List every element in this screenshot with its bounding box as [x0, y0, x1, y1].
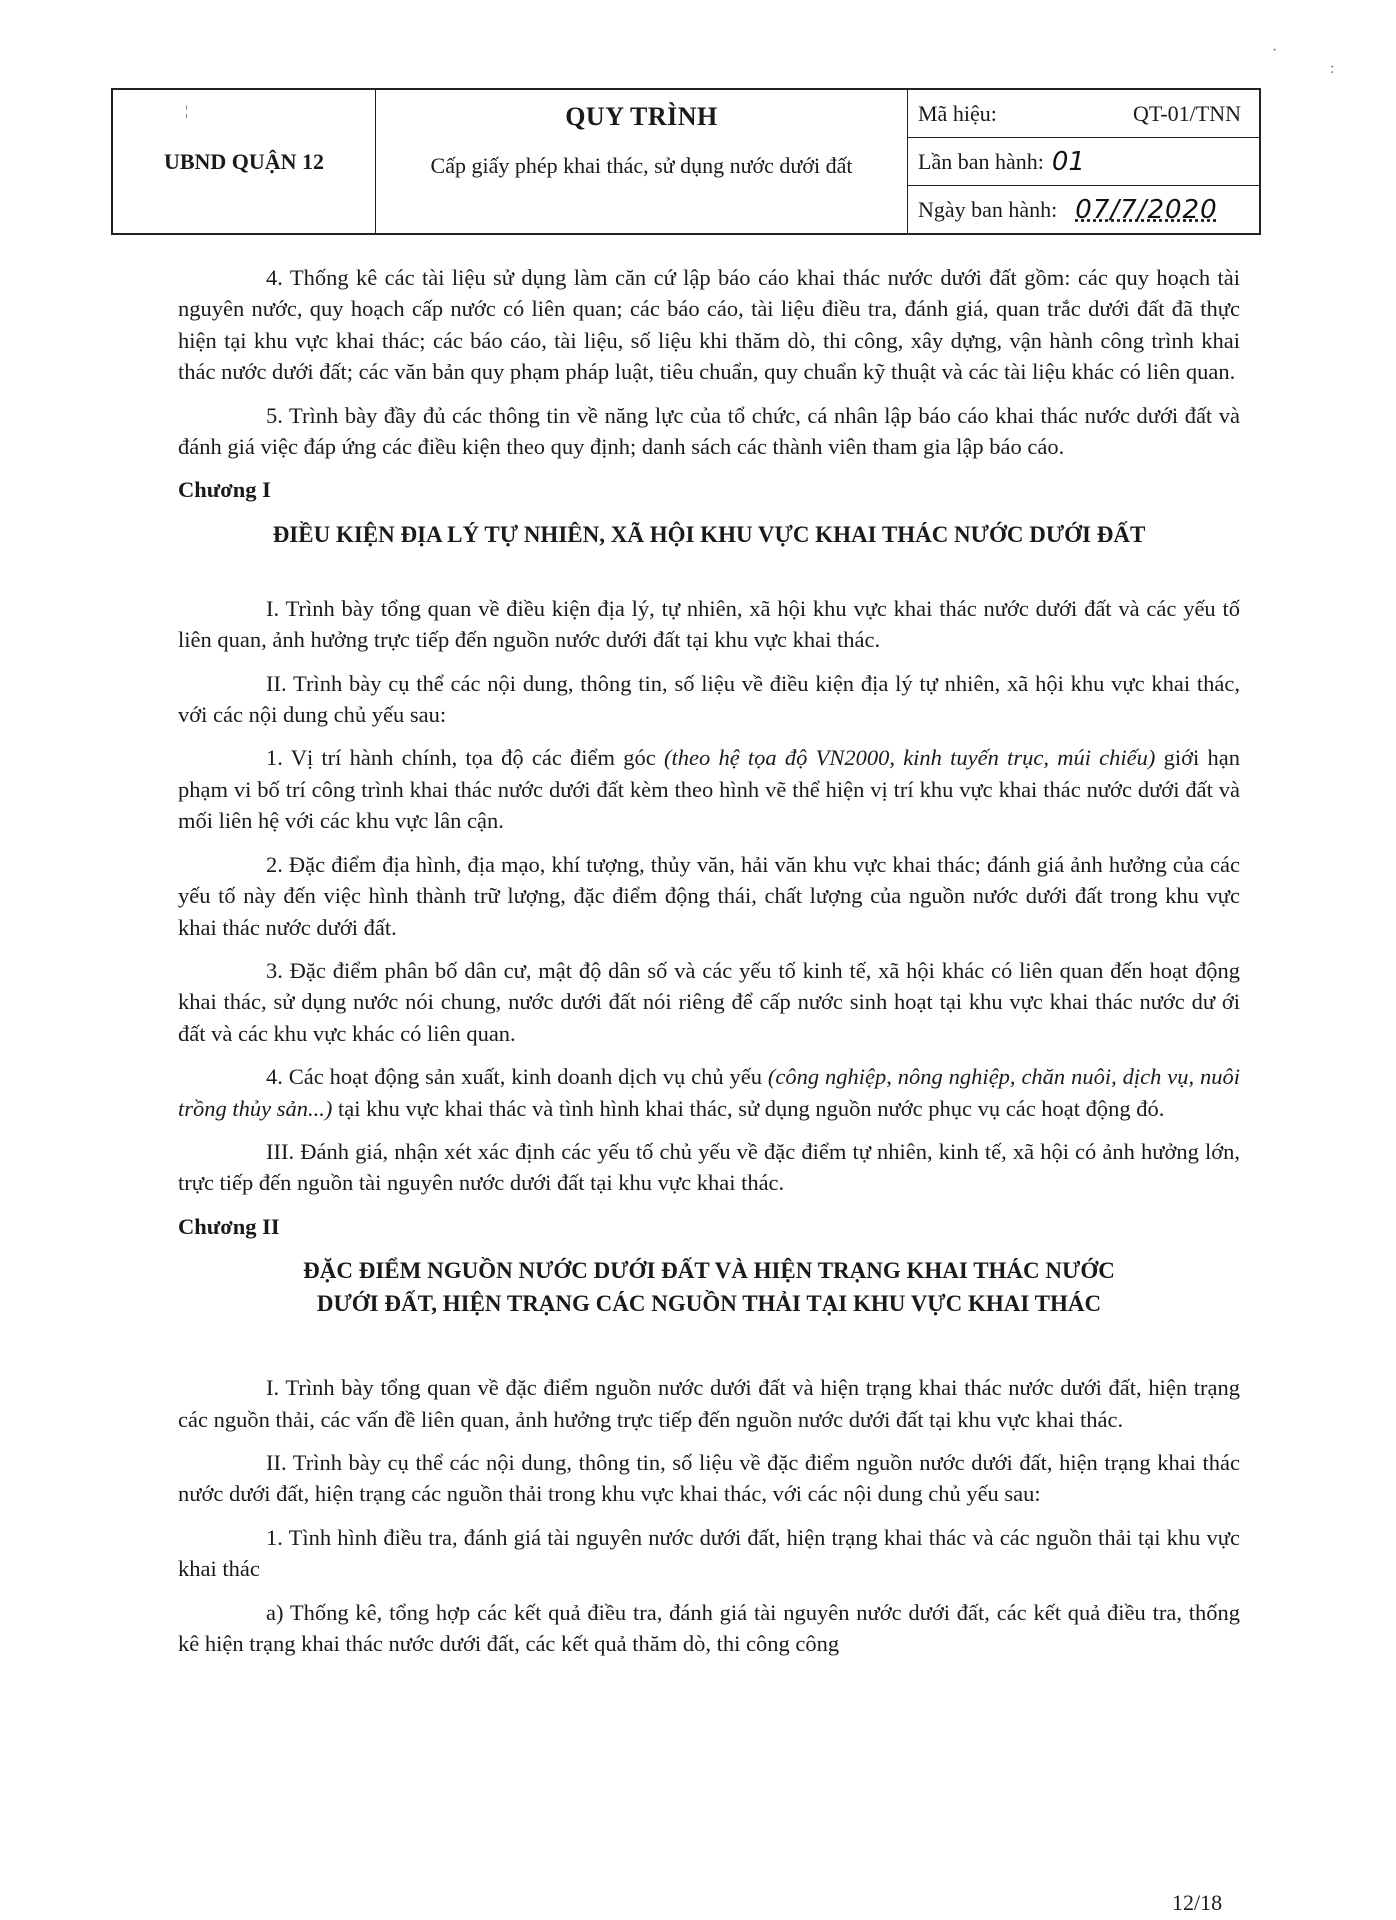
paragraph: I. Trình bày tổng quan về điều kiện địa lý, tự nhiên, xã hội khu vực khai thác nước dưới đất và các yếu tố liên quan, ảnh hưởng trực tiếp đến nguồn nước dưới đất tại khu vực khai thác. [178, 595, 1240, 653]
paragraph: II. Trình bày cụ thể các nội dung, thông tin, số liệu về điều kiện địa lý tự nhiên, xã hội khu vực khai thác, với các nội dung chủ yếu sau: [178, 670, 1240, 728]
italic-text: (công nghiệp, nông nghiệp, chăn nuôi, dịch vụ, nuôi trồng thủy sản...) [178, 1064, 1240, 1121]
code-row [908, 90, 1259, 138]
header-meta-cell [908, 90, 1259, 233]
header-table [111, 88, 1261, 235]
code-label: Mã hiệu: [918, 100, 997, 126]
date-row [908, 186, 1259, 233]
paragraph: II. Trình bày cụ thể các nội dung, thông tin, số liệu về đặc điểm nguồn nước dưới đất, hiện trạng khai thác nước dưới đất, hiện trạng các nguồn thải trong khu vực khai thác, với các nội dung chủ yếu sau: [178, 1449, 1240, 1507]
chapter-title-line: ĐẶC ĐIỂM NGUỒN NƯỚC DƯỚI ĐẤT VÀ HIỆN TRẠNG KHAI THÁC NƯỚC [303, 1258, 1115, 1284]
chapter-title-line: DƯỚI ĐẤT, HIỆN TRẠNG CÁC NGUỒN THẢI TẠI KHU VỰC KHAI THÁC [316, 1291, 1102, 1317]
chapter-title [178, 1254, 1240, 1320]
org-name: UBND QUẬN 12 [163, 148, 325, 174]
italic-text: (theo hệ tọa độ VN2000, kinh tuyến trục, múi chiếu) [663, 745, 1156, 771]
paragraph: 3. Đặc điểm phân bố dân cư, mật độ dân số và các yếu tố kinh tế, xã hội khác có liên quan đến hoạt động khai thác, sử dụng nước nói chung, nước dưới đất nói riêng để cấp nước sinh hoạt tại khu vực khai thác nước dư ới đất và các khu vực khác có liên quan. [178, 957, 1240, 1046]
code-value: QT-01/TNN [1133, 100, 1241, 126]
document-body [178, 262, 1240, 1671]
paragraph [178, 742, 1240, 836]
paragraph: 4. Thống kê các tài liệu sử dụng làm căn cứ lập báo cáo khai thác nước dưới đất gồm: các quy hoạch tài nguyên nước, quy hoạch cấp nước có liên quan; các báo cáo, tài liệu điều tra, đánh giá, quan trắc dưới đất đã thực hiện tại khu vực khai thác; các báo cáo, tài liệu, số liệu khi thăm dò, thi công, xây dựng, vận hành công trình khai thác nước dưới đất; các văn bản quy phạm pháp luật, tiêu chuẩn, quy chuẩn kỹ thuật và các tài liệu khác có liên quan. [178, 265, 1240, 385]
issue-label: Lần ban hành: [918, 148, 1044, 174]
chapter-title: ĐIỀU KIỆN ĐỊA LÝ TỰ NHIÊN, XÃ HỘI KHU VỰC KHAI THÁC NƯỚC DƯỚI ĐẤT [272, 521, 1146, 547]
text-run: giới hạn phạm vi bố trí công trình khai thác nước dưới đất kèm theo hình vẽ thể hiện vị trí khu vực khai thác nước dưới đất và mối liên hệ với các khu vực lân cận. [178, 745, 1240, 834]
scan-speck: · [1272, 42, 1278, 59]
header-title-cell [376, 90, 908, 233]
text-run: 1. Vị trí hành chính, tọa độ các điểm góc [266, 745, 664, 771]
paragraph: 1. Tình hình điều tra, đánh giá tài nguyên nước dưới đất, hiện trạng khai thác và các nguồn thải tại khu vực khai thác [178, 1524, 1240, 1582]
paragraph: III. Đánh giá, nhận xét xác định các yếu tố chủ yếu về đặc điểm tự nhiên, kinh tế, xã hội có ảnh hưởng lớn, trực tiếp đến nguồn tài nguyên nước dưới đất tại khu vực khai thác. [178, 1138, 1240, 1196]
paragraph: I. Trình bày tổng quan về đặc điểm nguồn nước dưới đất và hiện trạng khai thác nước dưới đất, hiện trạng các nguồn thải, các vấn đề liên quan, ảnh hưởng trực tiếp đến nguồn nước dưới đất tại khu vực khai thác. [178, 1375, 1240, 1432]
procedure-title: QUY TRÌNH [565, 102, 718, 131]
scan-mark: ¦ [185, 104, 188, 119]
page-number: 12/18 [1172, 1890, 1223, 1915]
paragraph: 5. Trình bày đầy đủ các thông tin về năng lực của tổ chức, cá nhân lập báo cáo khai thác nước dưới đất và đánh giá việc đáp ứng các điều kiện theo quy định; danh sách các thành viên tham gia lập báo cáo. [178, 402, 1240, 460]
chapter-label: Chương II [178, 1213, 280, 1239]
header-org-cell [113, 90, 376, 233]
issue-value: 01 [1051, 146, 1085, 177]
text-run: 4. Các hoạt động sản xuất, kinh doanh dịch vụ chủ yếu [266, 1064, 768, 1090]
text-run: tại khu vực khai thác và tình hình khai thác, sử dụng nguồn nước phục vụ các hoạt động đó. [332, 1095, 1165, 1121]
date-label: Ngày ban hành: [918, 196, 1058, 222]
scan-speck: : [1330, 60, 1335, 77]
paragraph: a) Thống kê, tổng hợp các kết quả điều tra, đánh giá tài nguyên nước dưới đất, các kết quả điều tra, thống kê hiện trạng khai thác nước dưới đất, các kết quả thăm dò, thi công công [178, 1599, 1240, 1656]
paragraph: 2. Đặc điểm địa hình, địa mạo, khí tượng, thủy văn, hải văn khu vực khai thác; đánh giá ảnh hưởng của các yếu tố này đến việc hình thành trữ lượng, đặc điểm động thái, chất lượng của nguồn nước dưới đất trong khu vực khai thác nước dưới đất. [178, 851, 1240, 940]
issue-row [908, 138, 1259, 186]
procedure-subtitle: Cấp giấy phép khai thác, sử dụng nước dưới đất [430, 153, 853, 178]
paragraph [178, 1061, 1240, 1124]
chapter-label: Chương I [178, 477, 271, 503]
date-value: 07/7/2020 [1075, 194, 1218, 225]
